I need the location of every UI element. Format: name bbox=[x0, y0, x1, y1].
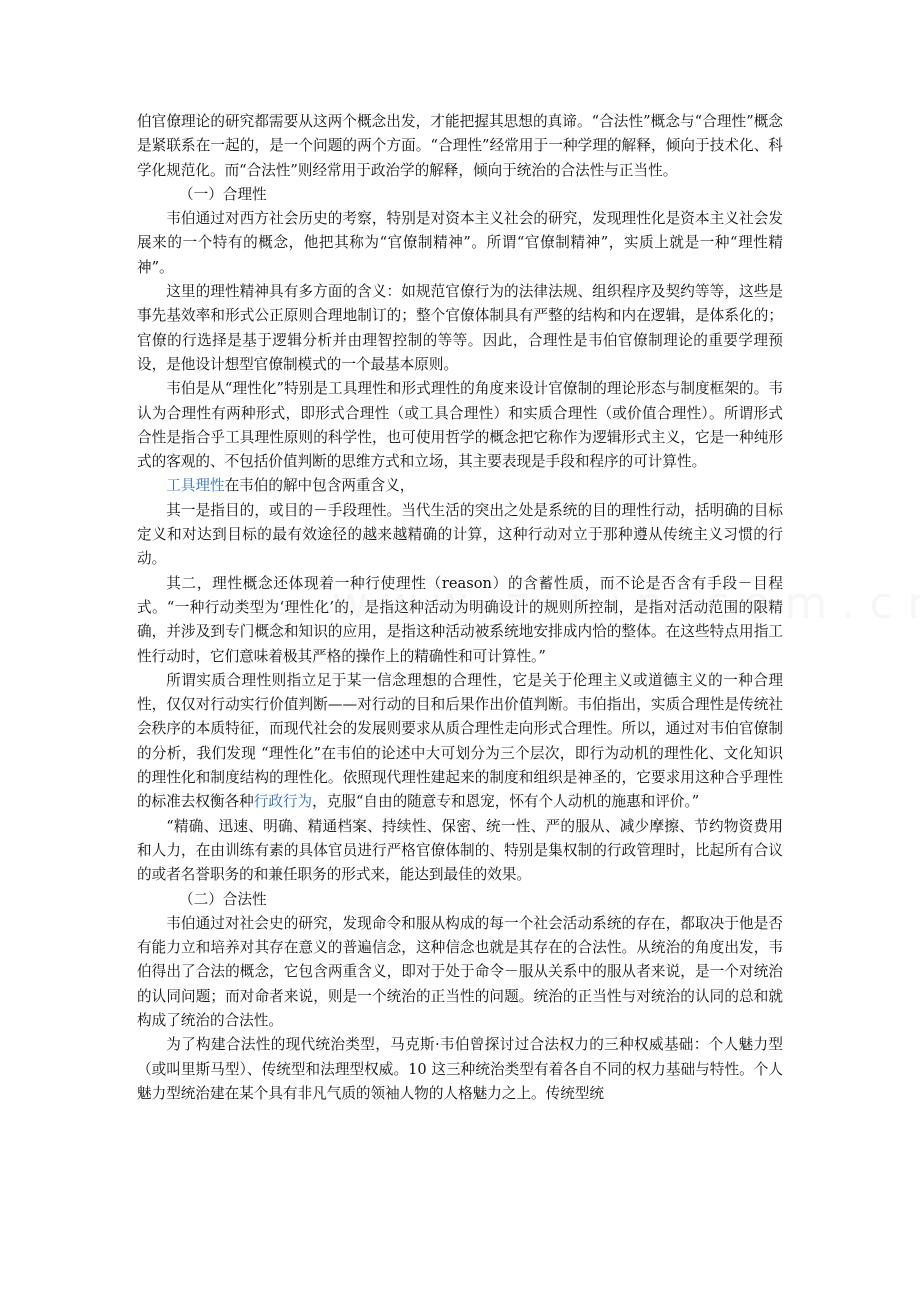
paragraph-quote-precision: “精确、迅速、明确、精通档案、持续性、保密、统一性、严的服从、减少摩擦、节约物资费用和人力，在由训练有素的具体官员进行严格官僚体制的、特别是集权制的行政管理时，比起所有合议的或者名誉职务的和兼任职务的形式来，能达到最佳的效果。 bbox=[137, 817, 783, 884]
paragraph-rationality-3: 韦伯是从“理性化”特别是工具理性和形式理性的角度来设计官僚制的理论形态与制度框架的。韦认为合理性有两种形式，即形式合理性（或工具合理性）和实质合理性（或价值合理性）。所谓形式合性是指合乎工具理性原则的科学性，也可使用哲学的概念把它称作为逻辑形式主义，它是一种纯形式的客观的、不包括价值判断的思维方式和立场，其主要表现是手段和程序的可计算性。 bbox=[137, 380, 783, 471]
link-instrumental-rationality[interactable]: 工具理性 bbox=[166, 477, 225, 495]
paragraph-substantive-rationality bbox=[137, 669, 783, 815]
paragraph-intro: 伯官僚理论的研究都需要从这两个概念出发，才能把握其思想的真谛。“合法性”概念与“合理性”概念是紧联系在一起的，是一个问题的两个方面。“合理性”经常用于一种学理的解释，倾向于技术化、科学化规范化。而“合法性”则经常用于政治学的解释，倾向于统治的合法性与正当性。 bbox=[137, 113, 783, 179]
paragraph-first-meaning: 其一是指目的，或目的－手段理性。当代生活的突出之处是系统的目的理性行动，括明确的目标定义和对达到目标的最有效途径的越来越精确的计算，这种行动对立于那种遵从传统主义习惯的行动。 bbox=[137, 501, 783, 568]
paragraph-legitimacy-2: 为了构建合法性的现代统治类型，马克斯·韦伯曾探讨过合法权力的三种权威基础：个人魅力型（或叫里斯马型）、传统型和法理型权威。10 这三种统治类型有着各自不同的权力基础与特性。个人魅力型统治建在某个具有非凡气质的领袖人物的人格魅力之上。传统型统 bbox=[137, 1036, 783, 1102]
document-page bbox=[137, 110, 783, 1106]
paragraph-instrumental-rationality bbox=[137, 474, 783, 498]
section-heading-legitimacy: （二）合法性 bbox=[179, 890, 267, 908]
link-administrative-action[interactable]: 行政行为 bbox=[253, 793, 313, 811]
paragraph-text-after-link: ，克服“自由的随意专和恩宠，怀有个人动机的施惠和评价。” bbox=[312, 793, 700, 811]
section-heading-rationality: （一）合理性 bbox=[179, 185, 267, 203]
paragraph-rationality-2: 这里的理性精神具有多方面的含义：如规范官僚行为的法律法规、组织程序及契约等等，这些是事先基效率和形式公正原则合理地制订的；整个官僚体制具有严整的结构和内在逻辑，是体系化的；官僚的行选择是基于逻辑分析并由理智控制的等等。因此，合理性是韦伯官僚制理论的重要学理预设，是他设计想型官僚制模式的一个最基本原则。 bbox=[137, 283, 783, 373]
paragraph-text: 在韦伯的解中包含两重含义， bbox=[224, 477, 415, 495]
paragraph-rationality-1: 韦伯通过对西方社会历史的考察，特别是对资本主义社会的研究，发现理性化是资本主义社会发展来的一个特有的概念，他把其称为“官僚制精神”。所谓“官僚制精神”，实质上就是一种“理性精神”。 bbox=[137, 210, 783, 276]
paragraph-legitimacy-1: 韦伯通过对社会史的研究，发现命令和服从构成的每一个社会活动系统的存在，都取决于他是否有能力立和培养对其存在意义的普遍信念，这种信念也就是其存在的合法性。从统治的角度出发，韦伯得出了合法的概念，它包含两重含义，即对于处于命令－服从关系中的服从者来说，是一个对统治的认同问题；而对命者来说，则是一个统治的正当性的问题。统治的正当性与对统治的认同的总和就构成了统治的合法性。 bbox=[137, 914, 783, 1029]
paragraph-second-meaning: 其二，理性概念还体现着一种行使理性（reason）的含蓄性质，而不论是否含有手段－目程式。“一种行动类型为‘理性化’的，是指这种活动为明确设计的规则所控制，是指对活动范围的限精确，并涉及到专门概念和知识的应用，是指这种活动被系统地安排成内恰的整体。在这些特点用指工性行动时，它们意味着极其严格的操作上的精确性和可计算性。” bbox=[137, 574, 783, 665]
paragraph-text: 所谓实质合理性则指立足于某一信念理想的合理性，它是关于伦理主义或道德主义的一种合理性，仅仅对行动实行价值判断——对行动的目和后果作出价值判断。韦伯指出，实质合理性是传统社会秩序的本质特征，而现代社会的发展则要求从质合理性走向形式合理性。所以，通过对韦伯官僚制的分析，我们发现 “理性化”在韦伯的论述中大可划分为三个层次，即行为动机的理性化、文化知识的理性化和制度结构的理性化。依照现代理性建起来的制度和组织是神圣的，它要求用这种合乎理性的标准去权衡各种 bbox=[137, 671, 783, 811]
